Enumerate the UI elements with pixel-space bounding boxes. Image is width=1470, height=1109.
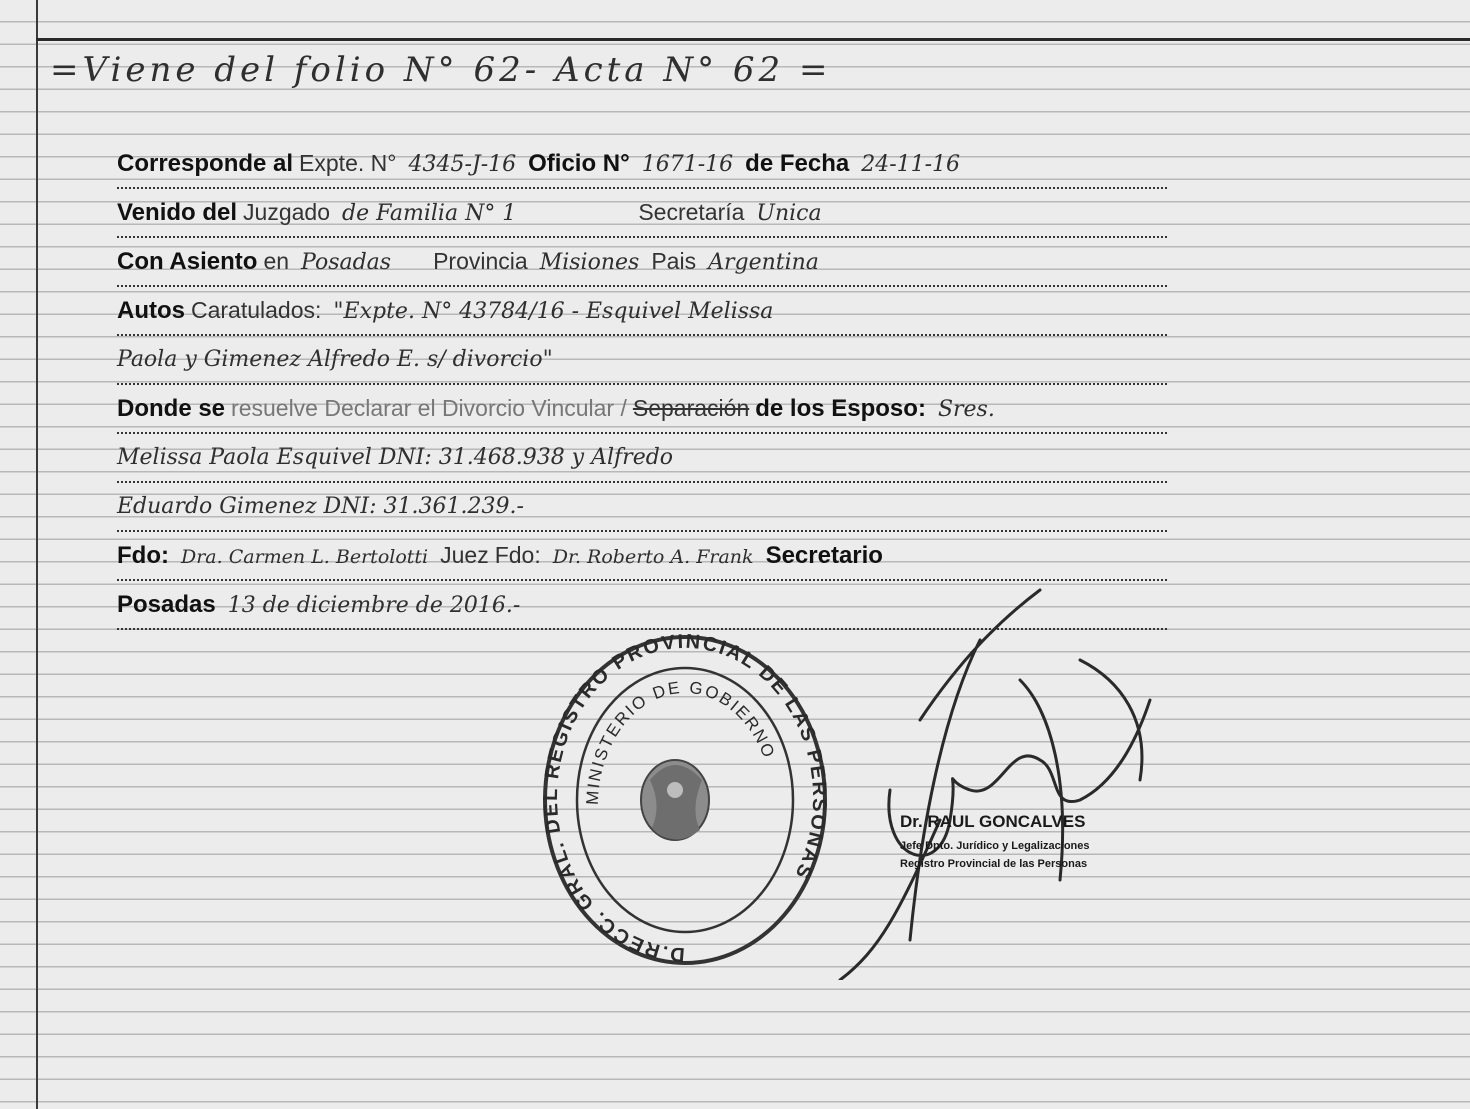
label: Posadas [117, 591, 216, 618]
form-block [117, 140, 1167, 630]
form-row-resolucion [117, 385, 1167, 434]
form-row-autos [117, 287, 1167, 336]
label: Provincia [433, 248, 528, 274]
juez-value: Dra. Carmen L. Bertolotti [180, 546, 429, 568]
form-row-juzgado [117, 189, 1167, 238]
header-note: =Viene del folio N° 62- Acta N° 62 = [50, 50, 832, 90]
secretario-value: Dr. Roberto A. Frank [552, 546, 754, 568]
label: Fdo: [117, 542, 169, 569]
fecha-value: 24-11-16 [861, 152, 961, 177]
label: de los Esposo: [755, 395, 926, 422]
margin-line [36, 0, 38, 1109]
pais-value: Argentina [708, 250, 819, 275]
coat-of-arms-icon [641, 760, 709, 840]
label: resuelve Declarar el Divorcio Vincular / [231, 395, 627, 421]
official-name: Dr. RAUL GONCALVES [900, 812, 1086, 831]
expediente-value: 4345-J-16 [408, 152, 517, 177]
esposos-value-2: Eduardo Gimenez DNI: 31.361.239.- [117, 494, 524, 519]
label: Expte. N° [299, 150, 397, 176]
secretaria-value: Unica [756, 201, 822, 226]
label: Venido del [117, 199, 238, 226]
form-row-asiento [117, 238, 1167, 287]
seal-inner-text: MINISTERIO DE GOBIERNO [582, 677, 779, 806]
top-rule [36, 38, 1470, 41]
form-row-esposos-2 [117, 483, 1167, 532]
official-seal [540, 630, 830, 970]
label: Caratulados: [191, 297, 322, 323]
asiento-value: Posadas [301, 250, 392, 275]
official-stamp-text [900, 812, 1190, 870]
official-institution: Registro Provincial de las Personas [900, 858, 1088, 870]
label: Autos [117, 297, 185, 324]
form-row-autos-cont [117, 336, 1167, 385]
label: Secretario [765, 542, 883, 569]
autos-value-cont: Paola y Gimenez Alfredo E. s/ divorcio" [117, 347, 553, 372]
label-struck: Separación [632, 395, 750, 421]
form-row-expediente [117, 140, 1167, 189]
label: Donde se [117, 395, 226, 422]
label: Corresponde al [117, 150, 294, 177]
form-row-esposos-1 [117, 434, 1167, 483]
oficio-value: 1671-16 [641, 152, 734, 177]
autos-value: "Expte. N° 43784/16 - Esquivel Melissa [333, 299, 774, 324]
label: Fdo: [494, 542, 541, 568]
official-position: Jefe Dpto. Jurídico y Legalizaciones [900, 840, 1090, 852]
label: Oficio N° [528, 150, 630, 177]
provincia-value: Misiones [539, 250, 640, 275]
juzgado-value: de Familia N° 1 [342, 201, 517, 226]
esposos-value: Sres. [937, 397, 995, 422]
handwritten-signature [820, 580, 1180, 980]
label: de Fecha [745, 150, 850, 177]
label: Con Asiento [117, 248, 258, 275]
form-row-firmas [117, 532, 1167, 581]
label: Secretaría [638, 199, 745, 225]
label: Pais [651, 248, 697, 274]
esposos-value-1: Melissa Paola Esquivel DNI: 31.468.938 y Alfredo [117, 445, 674, 470]
lugar-fecha-value: 13 de diciembre de 2016.- [227, 593, 521, 618]
label: Juez [440, 542, 489, 568]
seal-outer-text: D.RECC. GRAL. DEL REGISTRO PROVINCIAL DE LAS PERSONAS [540, 630, 830, 966]
label: en [263, 248, 290, 274]
label: Juzgado [243, 199, 330, 225]
